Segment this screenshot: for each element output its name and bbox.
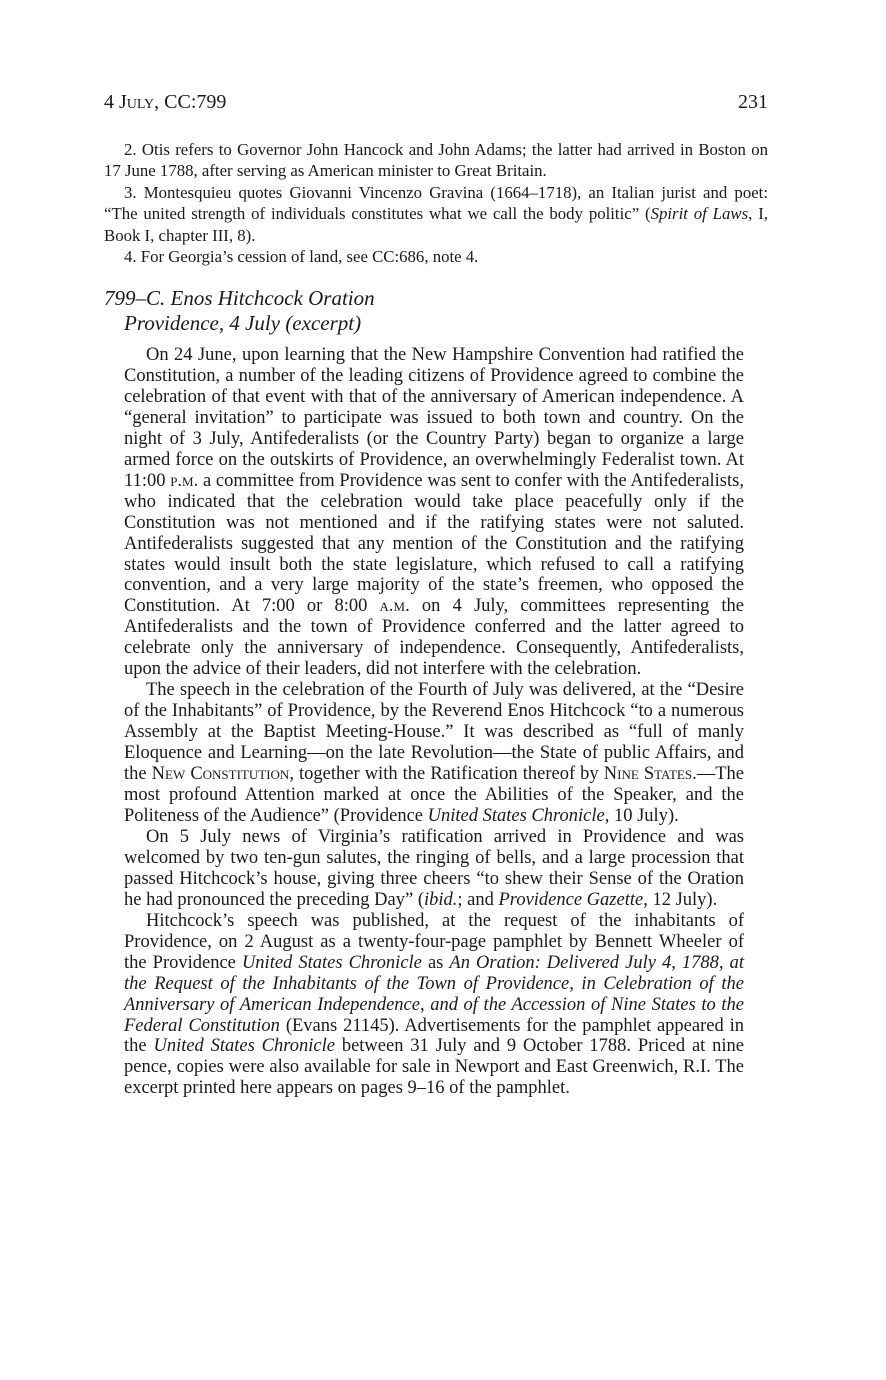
body-text: [124, 345, 744, 1099]
paragraph-4: Hitchcock’s speech was published, at the request of the inhabitants of Providence, on 2 August as a twenty-four-page pamphlet by Bennett Wheeler of the Providence United States Chronicle as An Oration: Delivered July 4, 1788, at the Request of the Inhabitants of the Town of Providence, in Celebration of the Anniversary of American Independence, and of the Accession of Nine States to the Federal Constitution (Evans 21145). Advertisements for the pamphlet appeared in the United States Chronicle between 31 July and 9 October 1788. Priced at nine pence, copies were also available for sale in Newport and East Greenwich, R.I. The excerpt printed here appears on pages 9–16 of the pamphlet.: [124, 910, 744, 1099]
running-head: [104, 91, 768, 119]
paragraph-2: The speech in the celebration of the Fourth of July was delivered, at the “Desire of the Inhabitants” of Providence, by the Reverend Enos Hitchcock “to a numerous Assembly at the Baptist Meeting-House.” It was described as “full of manly Eloquence and Learning—on the late Revolution—the State of public Affairs, and the New Constitution, together with the Ratification thereof by Nine States.—The most profound Attention marked at once the Abilities of the Speaker, and the Politeness of the Audience” (Providence United States Chronicle, 10 July).: [124, 680, 744, 826]
running-head-month: July: [119, 91, 155, 113]
footnotes: [104, 139, 768, 267]
section-title-line1: 799–C. Enos Hitchcock Oration: [104, 286, 375, 310]
paragraph-1: On 24 June, upon learning that the New Hampshire Convention had ratified the Constitution, a number of the leading citizens of Providence agreed to combine the celebration of that event with that of the anniversary of American independence. A “general invitation” to participate was issued to both town and country. On the night of 3 July, Antifederalists (or the Country Party) began to organize a large armed force on the outskirts of Providence, an overwhelmingly Federalist town. At 11:00 p.m. a committee from Providence was sent to confer with the Antifederalists, who indicated that the celebration would take place peacefully only if the Constitution was not mentioned and if the ratifying states were not saluted. Antifederalists suggested that any mention of the Constitution and the ratifying states would insult both the state legislature, which refused to call a ratifying convention, and a very large majority of the state’s freemen, who opposed the Constitution. At 7:00 or 8:00 a.m. on 4 July, committees representing the Antifederalists and the town of Providence conferred and the latter agreed to celebrate only the anniversary of independence. Consequently, Antifederalists, upon the advice of their leaders, did not interfere with the celebration.: [124, 345, 744, 680]
page-number: 231: [738, 91, 768, 113]
note-2: 2. Otis refers to Governor John Hancock and John Adams; the latter had arrived in Boston on 17 June 1788, after serving as American minister to Great Britain.: [104, 140, 768, 181]
paragraph-3: On 5 July news of Virginia’s ratification arrived in Providence and was welcomed by two ten-gun salutes, the ringing of bells, and a large procession that passed Hitchcock’s house, giving three cheers “to shew their Sense of the Oration he had pronounced the preceding Day” (ibid.; and Providence Gazette, 12 July).: [124, 826, 744, 910]
note-4: 4. For Georgia’s cession of land, see CC:686, note 4.: [124, 247, 479, 267]
running-head-reference: 4 July, CC:799: [104, 91, 227, 113]
section-title-line2: Providence, 4 July (excerpt): [124, 311, 362, 335]
section-heading: [104, 286, 768, 336]
note-3: 3. Montesquieu quotes Giovanni Vincenzo Gravina (1664–1718), an Italian jurist and poet: “The united strength of individuals constitutes what we call the body politic” (Spirit of Laws, I, Book I, chapter III, 8).: [104, 182, 768, 245]
